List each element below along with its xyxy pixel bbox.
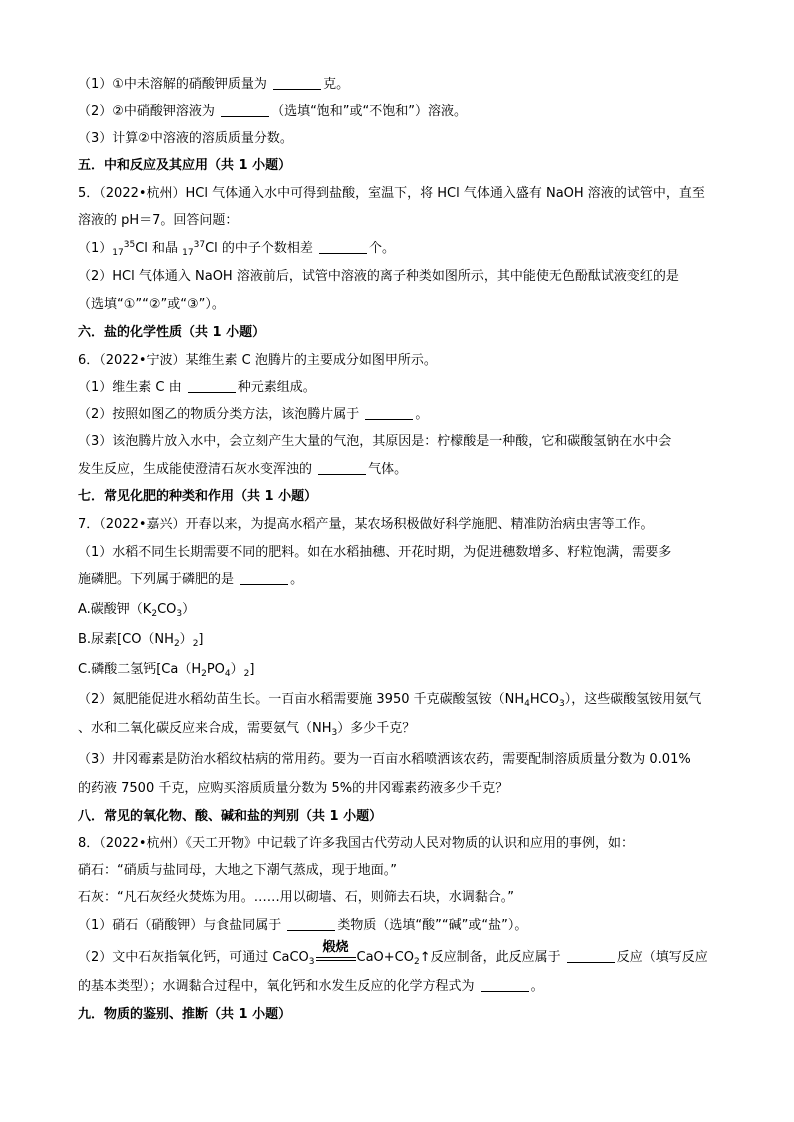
subscript: 17 [182,248,194,258]
q8-quote1: 硝石：“硝质与盐同母，大地之下潮气蒸成，现于地面。” [78,863,397,878]
answer-blank [481,979,529,992]
text: ），这些碳酸氢铵用氨气 [564,692,702,707]
q7-part1-line2 [78,572,728,588]
q5-stem-line2: 溶液的 pH＝7。回答问题： [78,213,239,228]
q7-part2-line2 [78,721,728,737]
q5-stem-line1: 5．（2022•杭州）HCl 气体通入水中可得到盐酸，室温下，将 HCl 气体通入盛有 NaOH 溶液的试管中，直至 [78,186,705,201]
subscript: 3 [331,728,338,738]
text: ） [179,632,193,647]
q7-part1-line1: （1）水稻不同生长期需要不同的肥料。如在水稻抽穗、开花时期，为促进穗数增多、籽粒饱满，需要多 [78,545,672,560]
text: （2）文中石灰指氧化钙，可通过 CaCO [78,950,309,965]
q7-part3-line2: 的药液 7500 千克，应购买溶质质量分数为 5%的井冈霉素药液多少千克？ [78,781,509,796]
equals-bar-bottom [316,960,356,961]
text: （1）硝石（硝酸钾）与食盐同属于 [78,918,286,933]
text: 、水和二氧化碳反应来合成，需要氨气（NH [78,721,332,736]
text: ] [198,632,204,647]
subscript: 3 [308,957,315,967]
text: CaO+CO [356,950,414,965]
text: ）多少千克？ [337,721,416,736]
text: 。 [290,572,304,587]
text: ↑反应制备，此反应属于 [419,950,565,965]
q7-stem: 7．（2022•嘉兴）开春以来，为提高水稻产量，某农场积极做好科学施肥、精准防治病虫害等工作。 [78,517,654,532]
text: ） [230,662,244,677]
subscript: 4 [224,669,231,679]
q6-part3-line1: （3）该泡腾片放入水中，会立刻产生大量的气泡，其原因是：柠檬酸是一种酸，它和碳酸氢钠在水中会 [78,434,672,449]
text: 。 [530,979,544,994]
superscript: 37 [193,240,206,250]
text: （2）②中硝酸钾溶液为 [78,104,220,119]
text: （选填“饱和”或“不饱和”）溶液。 [271,104,468,119]
text: A.碳酸钾（K [78,602,152,617]
subscript: 2 [173,639,180,649]
q4-part3: （3）计算②中溶液的溶质质量分数。 [78,131,293,146]
text: PO [206,662,225,677]
answer-blank [318,462,366,475]
text: 发生反应，生成能使澄清石灰水变浑浊的 [78,462,317,477]
reaction-condition [316,940,356,966]
q8-stem: 8．（2022•杭州）《天工开物》中记载了许多我国古代劳动人民对物质的认识和应用的事例，如： [78,836,635,851]
text: ） [182,602,196,617]
q6-part1 [78,380,728,396]
section-heading-6: 六．盐的化学性质（共 1 小题） [78,325,266,340]
subscript: 2 [243,669,250,679]
q5-part2-line1: （2）HCl 气体通入 NaOH 溶液前后，试管中溶液的离子种类如图所示，其中能使无色酚酞试液变红的是 [78,269,679,284]
subscript: 17 [112,248,124,258]
q7-option-b [78,632,728,648]
q7-option-a [78,602,728,618]
section-heading-9: 九．物质的鉴别、推断（共 1 小题） [78,1007,292,1022]
q7-part3-line1: （3）井冈霉素是防治水稻纹枯病的常用药。要为一百亩水稻喷洒该农药，需要配制溶质质量分数为 0.01% [78,752,691,767]
q7-part2-line1 [78,692,728,708]
q5-part1 [78,241,728,257]
q5-part2-line2: （选填“①”“②”或“③”）。 [78,297,225,312]
text: 类物质（选填“酸”“碱”或“盐”）。 [337,918,528,933]
q8-part2-line2 [78,979,728,995]
text: （1）①中未溶解的硝酸钾质量为 [78,77,272,92]
answer-blank [319,241,367,254]
answer-blank [287,918,335,931]
subscript: 4 [524,699,530,709]
section-heading-8: 八．常见的氧化物、酸、碱和盐的判别（共 1 小题） [78,809,383,824]
text: 个。 [369,241,396,256]
subscript: 2 [201,669,207,679]
q7-option-c [78,662,728,678]
text: ] [249,662,255,677]
q4-part2 [78,104,728,120]
text: 。 [415,407,429,422]
q4-part1 [78,77,728,93]
subscript: 2 [151,609,158,619]
text: 施磷肥。下列属于磷肥的是 [78,572,239,587]
text: （2）氮肥能促进水稻幼苗生长。一百亩水稻需要施 3950 千克碳酸氢铵（NH [78,692,525,707]
q6-part2 [78,407,728,423]
subscript: 2 [192,639,199,649]
text: （2）按照如图乙的物质分类方法，该泡腾片属于 [78,407,364,422]
text: HCO [529,692,559,707]
text: B.尿素[CO（NH [78,632,174,647]
subscript: 3 [558,699,565,709]
equals-bar-top [316,957,356,958]
answer-blank [221,104,269,117]
section-heading-7: 七．常见化肥的种类和作用（共 1 小题） [78,489,318,504]
answer-blank [365,407,413,420]
answer-blank [273,77,321,90]
subscript: 2 [413,957,420,967]
text: Cl 的中子个数相差 [205,241,318,256]
text: CO [157,602,177,617]
q8-part1 [78,918,728,934]
text: C.磷酸二氢钙[Ca（H [78,662,202,677]
section-heading-5: 五．中和反应及其应用（共 1 小题） [78,158,292,173]
q6-stem: 6．（2022•宁波）某维生素 C 泡腾片的主要成分如图甲所示。 [78,353,437,368]
text: 气体。 [368,462,408,477]
answer-blank [240,572,288,585]
text: 的基本类型）；水调黏合过程中，氧化钙和水发生反应的化学方程式为 [78,979,479,994]
condition-label: 煅烧 [322,940,349,955]
superscript: 35 [123,240,136,250]
text: （1） [78,241,113,256]
text: 反应（填写反应 [616,950,708,965]
q8-quote2: 石灰：“凡石灰经火焚炼为用。……用以砌墙、石，则筛去石块，水调黏合。” [78,890,514,905]
text: Cl 和晶 [135,241,183,256]
answer-blank [188,380,236,393]
q8-part2-line1 [78,940,728,967]
text: 克。 [323,77,350,92]
text: 种元素组成。 [237,380,316,395]
text: （1）维生素 C 由 [78,380,186,395]
subscript: 3 [176,609,183,619]
q6-part3-line2 [78,462,728,478]
answer-blank [567,950,615,963]
